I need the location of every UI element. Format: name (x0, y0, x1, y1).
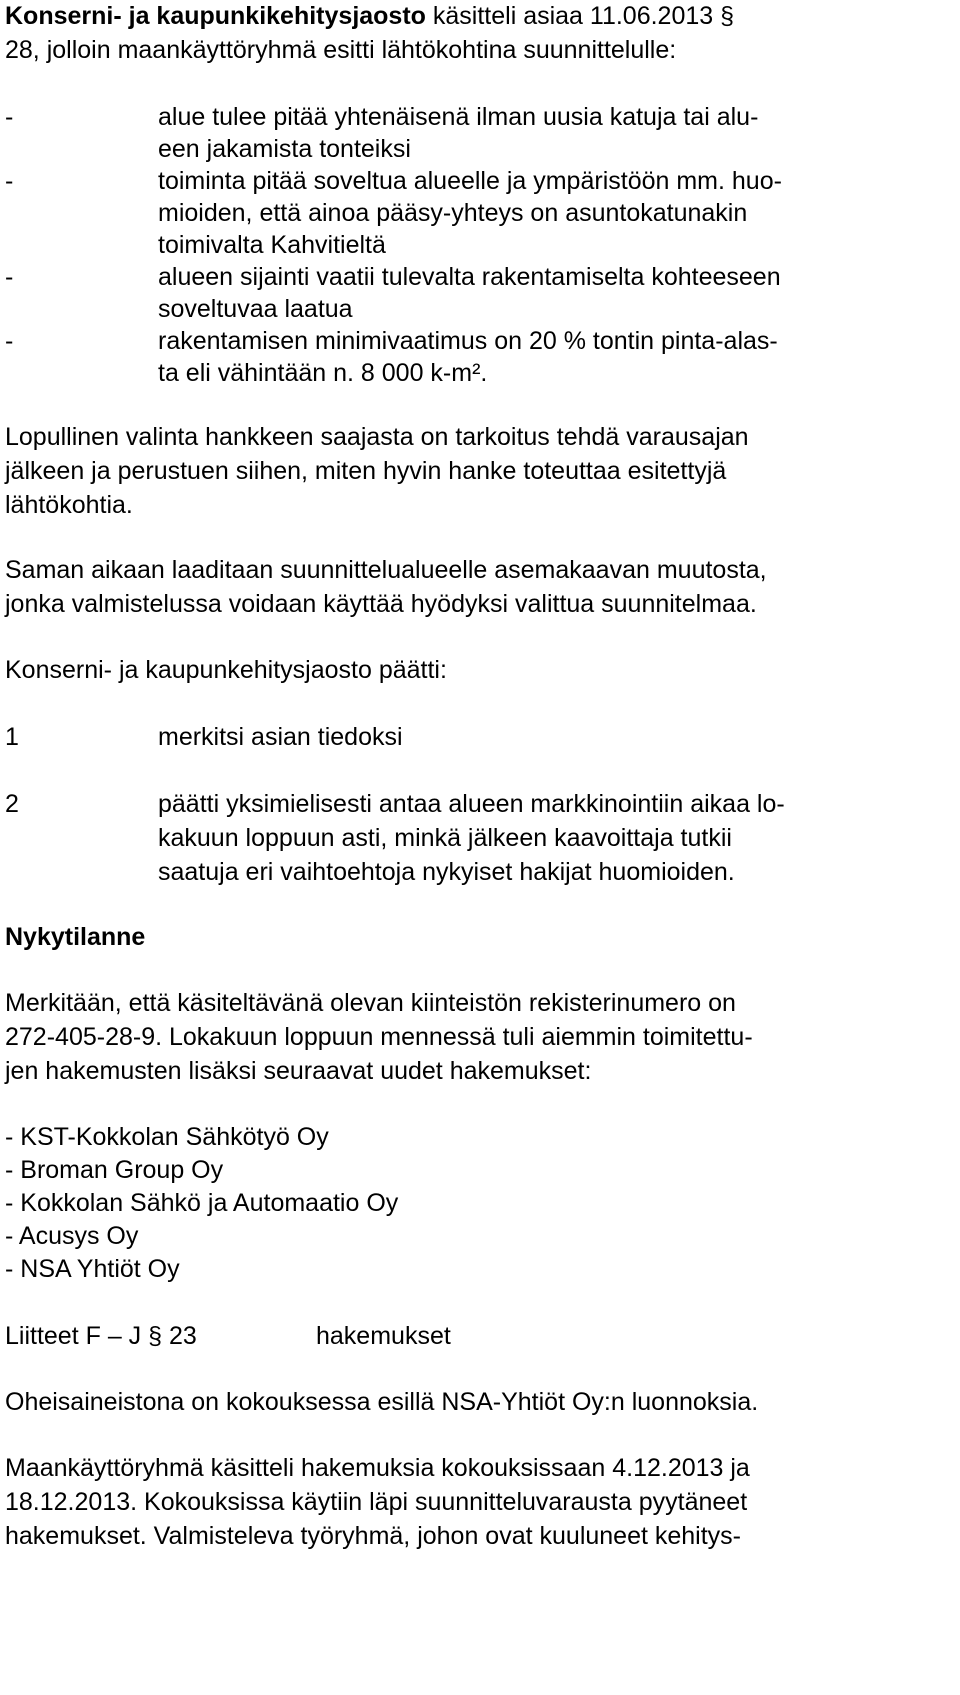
bullet-line: een jakamista tonteiksi (158, 135, 411, 163)
intro-text: käsitteli asiaa 11.06.2013 (425, 2, 721, 30)
bullet-line: toimivalta Kahvitieltä (158, 231, 386, 259)
paragraph-line: jen hakemusten lisäksi seuraavat uudet hakemukset: (5, 1057, 592, 1085)
decision-line: saatuja eri vaihtoehtoja nykyiset hakijat huomioiden. (158, 858, 735, 886)
attachments-number: 23 (168, 1322, 197, 1350)
paragraph-line: Merkitään, että käsiteltävänä olevan kiinteistön rekisterinumero on (5, 989, 736, 1017)
applicant-item: - Acusys Oy (5, 1222, 139, 1250)
section-sign: § (148, 1322, 163, 1350)
applicant-item: - NSA Yhtiöt Oy (5, 1255, 180, 1283)
bullet-line: toiminta pitää soveltua alueelle ja ympäristöön mm. huo- (158, 167, 782, 195)
bullet-dash: - (5, 167, 14, 195)
paragraph-line: jonka valmistelussa voidaan käyttää hyödyksi valittua suunnitelmaa. (5, 590, 757, 618)
attachments-line (5, 1321, 197, 1351)
paragraph-line: Saman aikaan laaditaan suunnittelualueelle asemakaavan muutosta, (5, 556, 767, 584)
bullet-dash: - (5, 263, 14, 291)
decision-line: päätti yksimielisesti antaa alueen markkinointiin aikaa lo- (158, 790, 785, 818)
paragraph-line: Oheisaineistona on kokouksessa esillä NSA-Yhtiöt Oy:n luonnoksia. (5, 1388, 759, 1416)
attachments-label: Liitteet F – J (5, 1322, 142, 1350)
bullet-line: mioiden, että ainoa pääsy-yhteys on asuntokatunakin (158, 199, 748, 227)
decision-line: kakuun loppuun asti, minkä jälkeen kaavoittaja tutkii (158, 824, 732, 852)
attachments-description: hakemukset (316, 1322, 451, 1350)
bullet-line: soveltuvaa laatua (158, 295, 353, 323)
decision-number: 2 (5, 790, 19, 818)
intro-line-1 (5, 1, 734, 31)
applicant-item: - Broman Group Oy (5, 1156, 224, 1184)
bullet-line: alueen sijainti vaatii tulevalta rakentamiselta kohteeseen (158, 263, 781, 291)
paragraph-line: 18.12.2013. Kokouksissa käytiin läpi suunnitteluvarausta pyytäneet (5, 1488, 748, 1516)
intro-committee-name: Konserni- ja kaupunkikehitysjaosto (5, 2, 426, 30)
decision-heading: Konserni- ja kaupunkehitysjaosto päätti: (5, 656, 447, 684)
bullet-line: rakentamisen minimivaatimus on 20 % tontin pinta-alas- (158, 327, 778, 355)
paragraph-line: Maankäyttöryhmä käsitteli hakemuksia kokouksissaan 4.12.2013 ja (5, 1454, 750, 1482)
paragraph-line: hakemukset. Valmisteleva työryhmä, johon ovat kuuluneet kehitys- (5, 1522, 742, 1550)
applicant-item: - Kokkolan Sähkö ja Automaatio Oy (5, 1189, 399, 1217)
intro-line-2: 28, jolloin maankäyttöryhmä esitti lähtökohtina suunnittelulle: (5, 36, 677, 64)
paragraph-line: 272-405-28-9. Lokakuun loppuun mennessä tuli aiemmin toimitettu- (5, 1023, 753, 1051)
paragraph-line: Lopullinen valinta hankkeen saajasta on tarkoitus tehdä varausajan (5, 423, 749, 451)
bullet-dash: - (5, 103, 14, 131)
paragraph-line: lähtökohtia. (5, 491, 133, 519)
bullet-dash: - (5, 327, 14, 355)
decision-line: merkitsi asian tiedoksi (158, 723, 403, 751)
bullet-line: ta eli vähintään n. 8 000 k-m². (158, 359, 488, 387)
section-sign: § (720, 2, 735, 30)
paragraph-line: jälkeen ja perustuen siihen, miten hyvin hanke toteuttaa esitettyjä (5, 457, 727, 485)
bullet-line: alue tulee pitää yhtenäisenä ilman uusia katuja tai alu- (158, 103, 759, 131)
decision-number: 1 (5, 723, 19, 751)
section-title: Nykytilanne (5, 923, 146, 951)
applicant-item: - KST-Kokkolan Sähkötyö Oy (5, 1123, 329, 1151)
